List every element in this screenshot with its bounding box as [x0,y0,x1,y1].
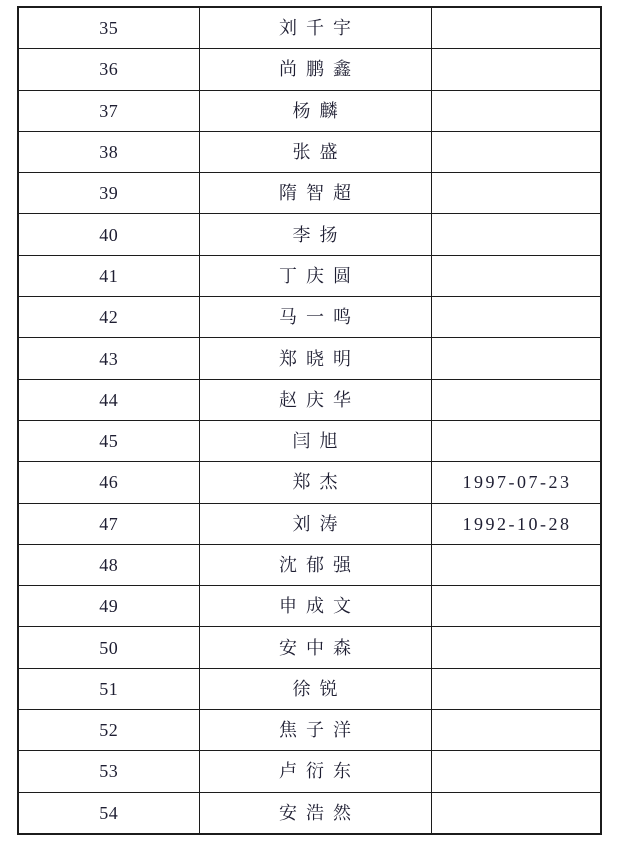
row-number-cell [18,255,199,296]
roster-table-body [18,7,601,834]
row-number-cell [18,792,199,834]
table-row [18,255,601,296]
table-row [18,90,601,131]
row-number-cell-text: 35 [99,18,119,39]
name-cell [199,627,431,668]
date-cell [431,49,601,90]
row-number-cell-text: 38 [99,142,119,163]
name-cell-text: 郑晓明 [279,348,360,369]
row-number-cell [18,173,199,214]
name-cell [199,173,431,214]
name-cell [199,751,431,792]
date-cell [431,255,601,296]
table-row [18,627,601,668]
row-number-cell [18,710,199,751]
table-row [18,7,601,49]
name-cell [199,586,431,627]
row-number-cell [18,214,199,255]
table-row [18,173,601,214]
table-row [18,214,601,255]
date-cell [431,710,601,751]
table-row [18,420,601,461]
row-number-cell-text: 54 [99,802,119,823]
row-number-cell-text: 43 [99,348,119,369]
row-number-cell [18,586,199,627]
table-row [18,49,601,90]
name-cell [199,214,431,255]
name-cell-text: 刘涛 [292,513,347,534]
table-row [18,751,601,792]
name-cell [199,420,431,461]
date-cell [431,338,601,379]
name-cell-text: 丁庆圆 [279,265,360,286]
name-cell-text: 隋智超 [279,183,360,204]
row-number-cell-text: 40 [99,224,119,245]
name-cell-text: 焦子洋 [279,720,360,741]
name-cell [199,49,431,90]
date-cell [431,90,601,131]
name-cell-text: 尚鹏鑫 [279,59,360,80]
date-cell [431,173,601,214]
name-cell [199,131,431,172]
date-cell [431,503,601,544]
row-number-cell [18,503,199,544]
table-row [18,131,601,172]
table-row [18,668,601,709]
row-number-cell [18,544,199,585]
row-number-cell-text: 49 [99,596,119,617]
name-cell [199,503,431,544]
date-cell [431,214,601,255]
row-number-cell [18,49,199,90]
row-number-cell [18,751,199,792]
date-cell [431,627,601,668]
date-cell [431,668,601,709]
table-row [18,792,601,834]
row-number-cell-text: 47 [99,513,119,534]
name-cell-text: 张盛 [292,142,347,163]
row-number-cell [18,462,199,503]
row-number-cell-text: 42 [99,307,119,328]
name-cell-text: 卢衍东 [279,761,360,782]
name-cell [199,462,431,503]
name-cell [199,255,431,296]
name-cell [199,7,431,49]
row-number-cell-text: 37 [99,100,119,121]
date-cell [431,131,601,172]
name-cell [199,710,431,751]
table-row [18,462,601,503]
row-number-cell [18,7,199,49]
date-cell [431,420,601,461]
date-cell [431,379,601,420]
date-cell [431,462,601,503]
date-cell-text: 1992-10-28 [462,513,572,534]
name-cell-text: 李扬 [292,224,347,245]
date-cell [431,7,601,49]
name-cell-text: 郑杰 [292,472,347,493]
roster-table [17,6,602,835]
row-number-cell [18,90,199,131]
table-row [18,297,601,338]
row-number-cell-text: 45 [99,431,119,452]
name-cell-text: 申成文 [279,596,360,617]
name-cell-text: 赵庆华 [279,389,360,410]
row-number-cell [18,297,199,338]
name-cell [199,792,431,834]
table-row [18,338,601,379]
table-row [18,710,601,751]
name-cell [199,544,431,585]
table-row [18,503,601,544]
name-cell [199,379,431,420]
row-number-cell [18,131,199,172]
date-cell [431,751,601,792]
name-cell [199,90,431,131]
date-cell [431,297,601,338]
table-row [18,544,601,585]
date-cell [431,792,601,834]
row-number-cell-text: 41 [99,265,119,286]
row-number-cell [18,338,199,379]
row-number-cell-text: 51 [99,678,119,699]
row-number-cell-text: 48 [99,555,119,575]
row-number-cell-text: 53 [99,761,119,782]
row-number-cell-text: 46 [99,472,119,493]
row-number-cell-text: 36 [99,59,119,80]
name-cell-text: 安中森 [279,637,360,658]
row-number-cell-text: 52 [99,720,119,741]
name-cell [199,338,431,379]
name-cell-text: 马一鸣 [279,307,360,328]
name-cell-text: 徐锐 [292,678,347,699]
row-number-cell-text: 39 [99,183,119,204]
name-cell-text: 安浩然 [279,802,360,823]
row-number-cell [18,379,199,420]
name-cell-text: 闫旭 [292,431,347,452]
table-row [18,586,601,627]
row-number-cell-text: 44 [99,389,119,410]
date-cell-text: 1997-07-23 [462,472,572,493]
name-cell-text: 沈郁强 [279,555,360,575]
row-number-cell [18,668,199,709]
row-number-cell [18,420,199,461]
name-cell-text: 杨麟 [292,100,347,121]
name-cell [199,668,431,709]
name-cell [199,297,431,338]
name-cell-text: 刘千宇 [279,18,360,39]
date-cell [431,586,601,627]
table-row [18,379,601,420]
row-number-cell-text: 50 [99,637,119,658]
date-cell [431,544,601,585]
row-number-cell [18,627,199,668]
